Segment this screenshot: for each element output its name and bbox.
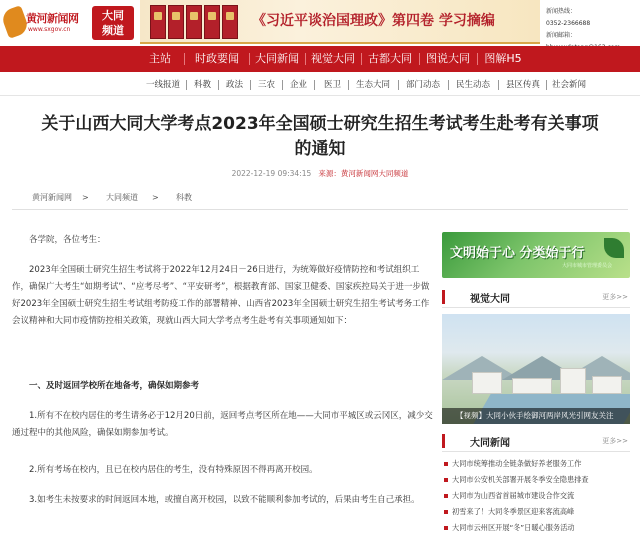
subnav-enterprise[interactable]: 企业	[290, 80, 308, 90]
bullet-icon	[444, 462, 448, 466]
article-meta	[0, 168, 640, 179]
news-title[interactable]: 大同市公安机关部署开展冬季安全隐患排查	[452, 475, 589, 484]
subnav-society[interactable]: 社会新闻	[552, 80, 587, 90]
nav-photo-datong[interactable]: 图说大同	[426, 52, 470, 65]
list-item[interactable]	[442, 456, 630, 472]
leaf-icon	[604, 238, 624, 258]
nav-visual-datong[interactable]: 视觉大同	[311, 52, 355, 65]
channel-badge-line1: 大同	[102, 9, 124, 22]
subnav-departments[interactable]: 部门动态	[406, 80, 441, 90]
list-item[interactable]	[442, 504, 630, 520]
section-title[interactable]: 大同新闻	[470, 438, 510, 449]
nav-infographic-h5[interactable]: 图解H5	[484, 52, 522, 65]
list-item[interactable]	[442, 520, 630, 536]
logo-url: www.sxgov.cn	[28, 26, 71, 33]
civilization-banner[interactable]	[442, 232, 630, 278]
hotline-number: 0352-2366688	[546, 20, 591, 27]
promo-title: 《习近平谈治国理政》第四卷 学习摘编	[252, 13, 495, 29]
photo-caption[interactable]: 【视频】大同小伙手绘御河两岸风光引网友关注	[442, 408, 630, 424]
datong-news-header	[442, 430, 630, 452]
article-greeting: 各学院，各位考生：	[29, 235, 106, 245]
subnav-livelihood[interactable]: 民生动态	[456, 80, 491, 90]
article-source: 来源：黄河新闻网大同频道	[318, 169, 409, 178]
bullet-icon	[444, 510, 448, 514]
breadcrumb-home[interactable]: 黄河新闻网	[32, 193, 72, 202]
nav-ancient-datong[interactable]: 古都大同	[368, 52, 412, 65]
channel-badge[interactable]	[92, 6, 134, 40]
bullet-icon	[444, 526, 448, 530]
subnav-law[interactable]: 政法	[226, 80, 244, 90]
nav-datong-news[interactable]: 大同新闻	[255, 52, 299, 65]
banner-subtitle: 大同市城市管理委员会	[562, 263, 613, 269]
visual-datong-photo[interactable]	[442, 314, 630, 424]
article-paragraph: 2023年全国硕士研究生招生考试将于2022年12月24日－26日进行，为统筹做好疫情防控和考试组织工作，确保广大考生“如期考试”、“应考尽考”、“平安研考”，根据教育部、国家卫健委、国家疾控局关于进一步做好2023年全国硕士研究生招生考试组考防疫工作的部署精神、山西省2023年全国硕士研究生招生考试考务工作会议精神和大同市疫情防控相关政策，现就山西大同大学考点考生赴考有关事项通知如下：	[12, 265, 430, 326]
logo-text: 黄河新闻网	[26, 12, 79, 25]
promo-banner[interactable]	[140, 0, 540, 44]
email-label: 新闻邮箱：	[546, 32, 577, 39]
main-nav	[0, 46, 640, 72]
nav-politics[interactable]: 时政要闻	[195, 52, 239, 65]
breadcrumb-category[interactable]: 科教	[176, 193, 192, 202]
news-title[interactable]: 初雪来了！大同冬季景区迎来客流高峰	[452, 507, 575, 516]
subnav-ecology[interactable]: 生态大同	[356, 80, 391, 90]
news-title[interactable]: 大同市统筹推动全链条做好养老服务工作	[452, 459, 582, 468]
bullet-icon	[444, 478, 448, 482]
book-stack-icon	[150, 5, 244, 39]
site-logo[interactable]	[4, 4, 90, 40]
visual-datong-header	[442, 286, 630, 308]
section-title[interactable]: 视觉大同	[470, 294, 510, 305]
article-title-line2: 的通知	[294, 139, 346, 159]
news-title[interactable]: 大同市云州区开展“冬”日暖心服务活动	[452, 523, 575, 532]
subnav-education[interactable]: 科教	[194, 80, 212, 90]
breadcrumb-separator: >	[152, 193, 159, 202]
breadcrumb-channel[interactable]: 大同频道	[106, 193, 138, 202]
top-banner	[0, 0, 640, 44]
subnav-health[interactable]: 医卫	[324, 80, 342, 90]
list-item[interactable]	[442, 488, 630, 504]
more-link[interactable]: 更多>>	[602, 437, 628, 445]
subnav-frontline[interactable]: 一线报道	[146, 80, 181, 90]
banner-slogan: 文明始于心 分类始于行	[450, 246, 585, 261]
article-item-3: 3.如考生未按要求的时间返回本地，或擅自离开校园，以致不能顺利参加考试的，后果由考生自己承担。	[29, 495, 420, 505]
publish-date: 2022-12-19 09:34:15	[231, 169, 312, 178]
article-title-line1: 关于山西大同大学考点2023年全国硕士研究生招生考试考生赴考有关事项	[41, 114, 599, 134]
article-item-2: 2.所有考场在校内，且已在校内居住的考生，没有特殊原因不得再离开校园。	[29, 465, 318, 475]
article-item-1: 1.所有不在校内居住的考生请务必于12月20日前，返回考点考区所在地——大同市平城区或云冈区，减少交通过程中的其他风险，确保如期参加考试。	[12, 411, 433, 438]
section-marker-icon	[442, 290, 445, 304]
subnav-agriculture[interactable]: 三农	[258, 80, 276, 90]
subnav-counties[interactable]: 县区传真	[506, 80, 541, 90]
bullet-icon	[444, 494, 448, 498]
article-heading: 一、及时返回学校所在地备考，确保如期参考	[29, 381, 200, 391]
breadcrumb	[12, 188, 628, 210]
breadcrumb-separator: >	[82, 193, 89, 202]
channel-badge-line2: 频道	[102, 24, 124, 37]
nav-home[interactable]: 主站	[149, 52, 171, 65]
list-item[interactable]	[442, 472, 630, 488]
news-title[interactable]: 大同市为山西省首届城市建设合作交流	[452, 491, 575, 500]
more-link[interactable]: 更多>>	[602, 293, 628, 301]
article-title	[10, 112, 630, 162]
hotline-label: 新闻热线：	[546, 8, 577, 15]
sub-nav	[0, 72, 640, 96]
section-marker-icon	[442, 434, 445, 448]
